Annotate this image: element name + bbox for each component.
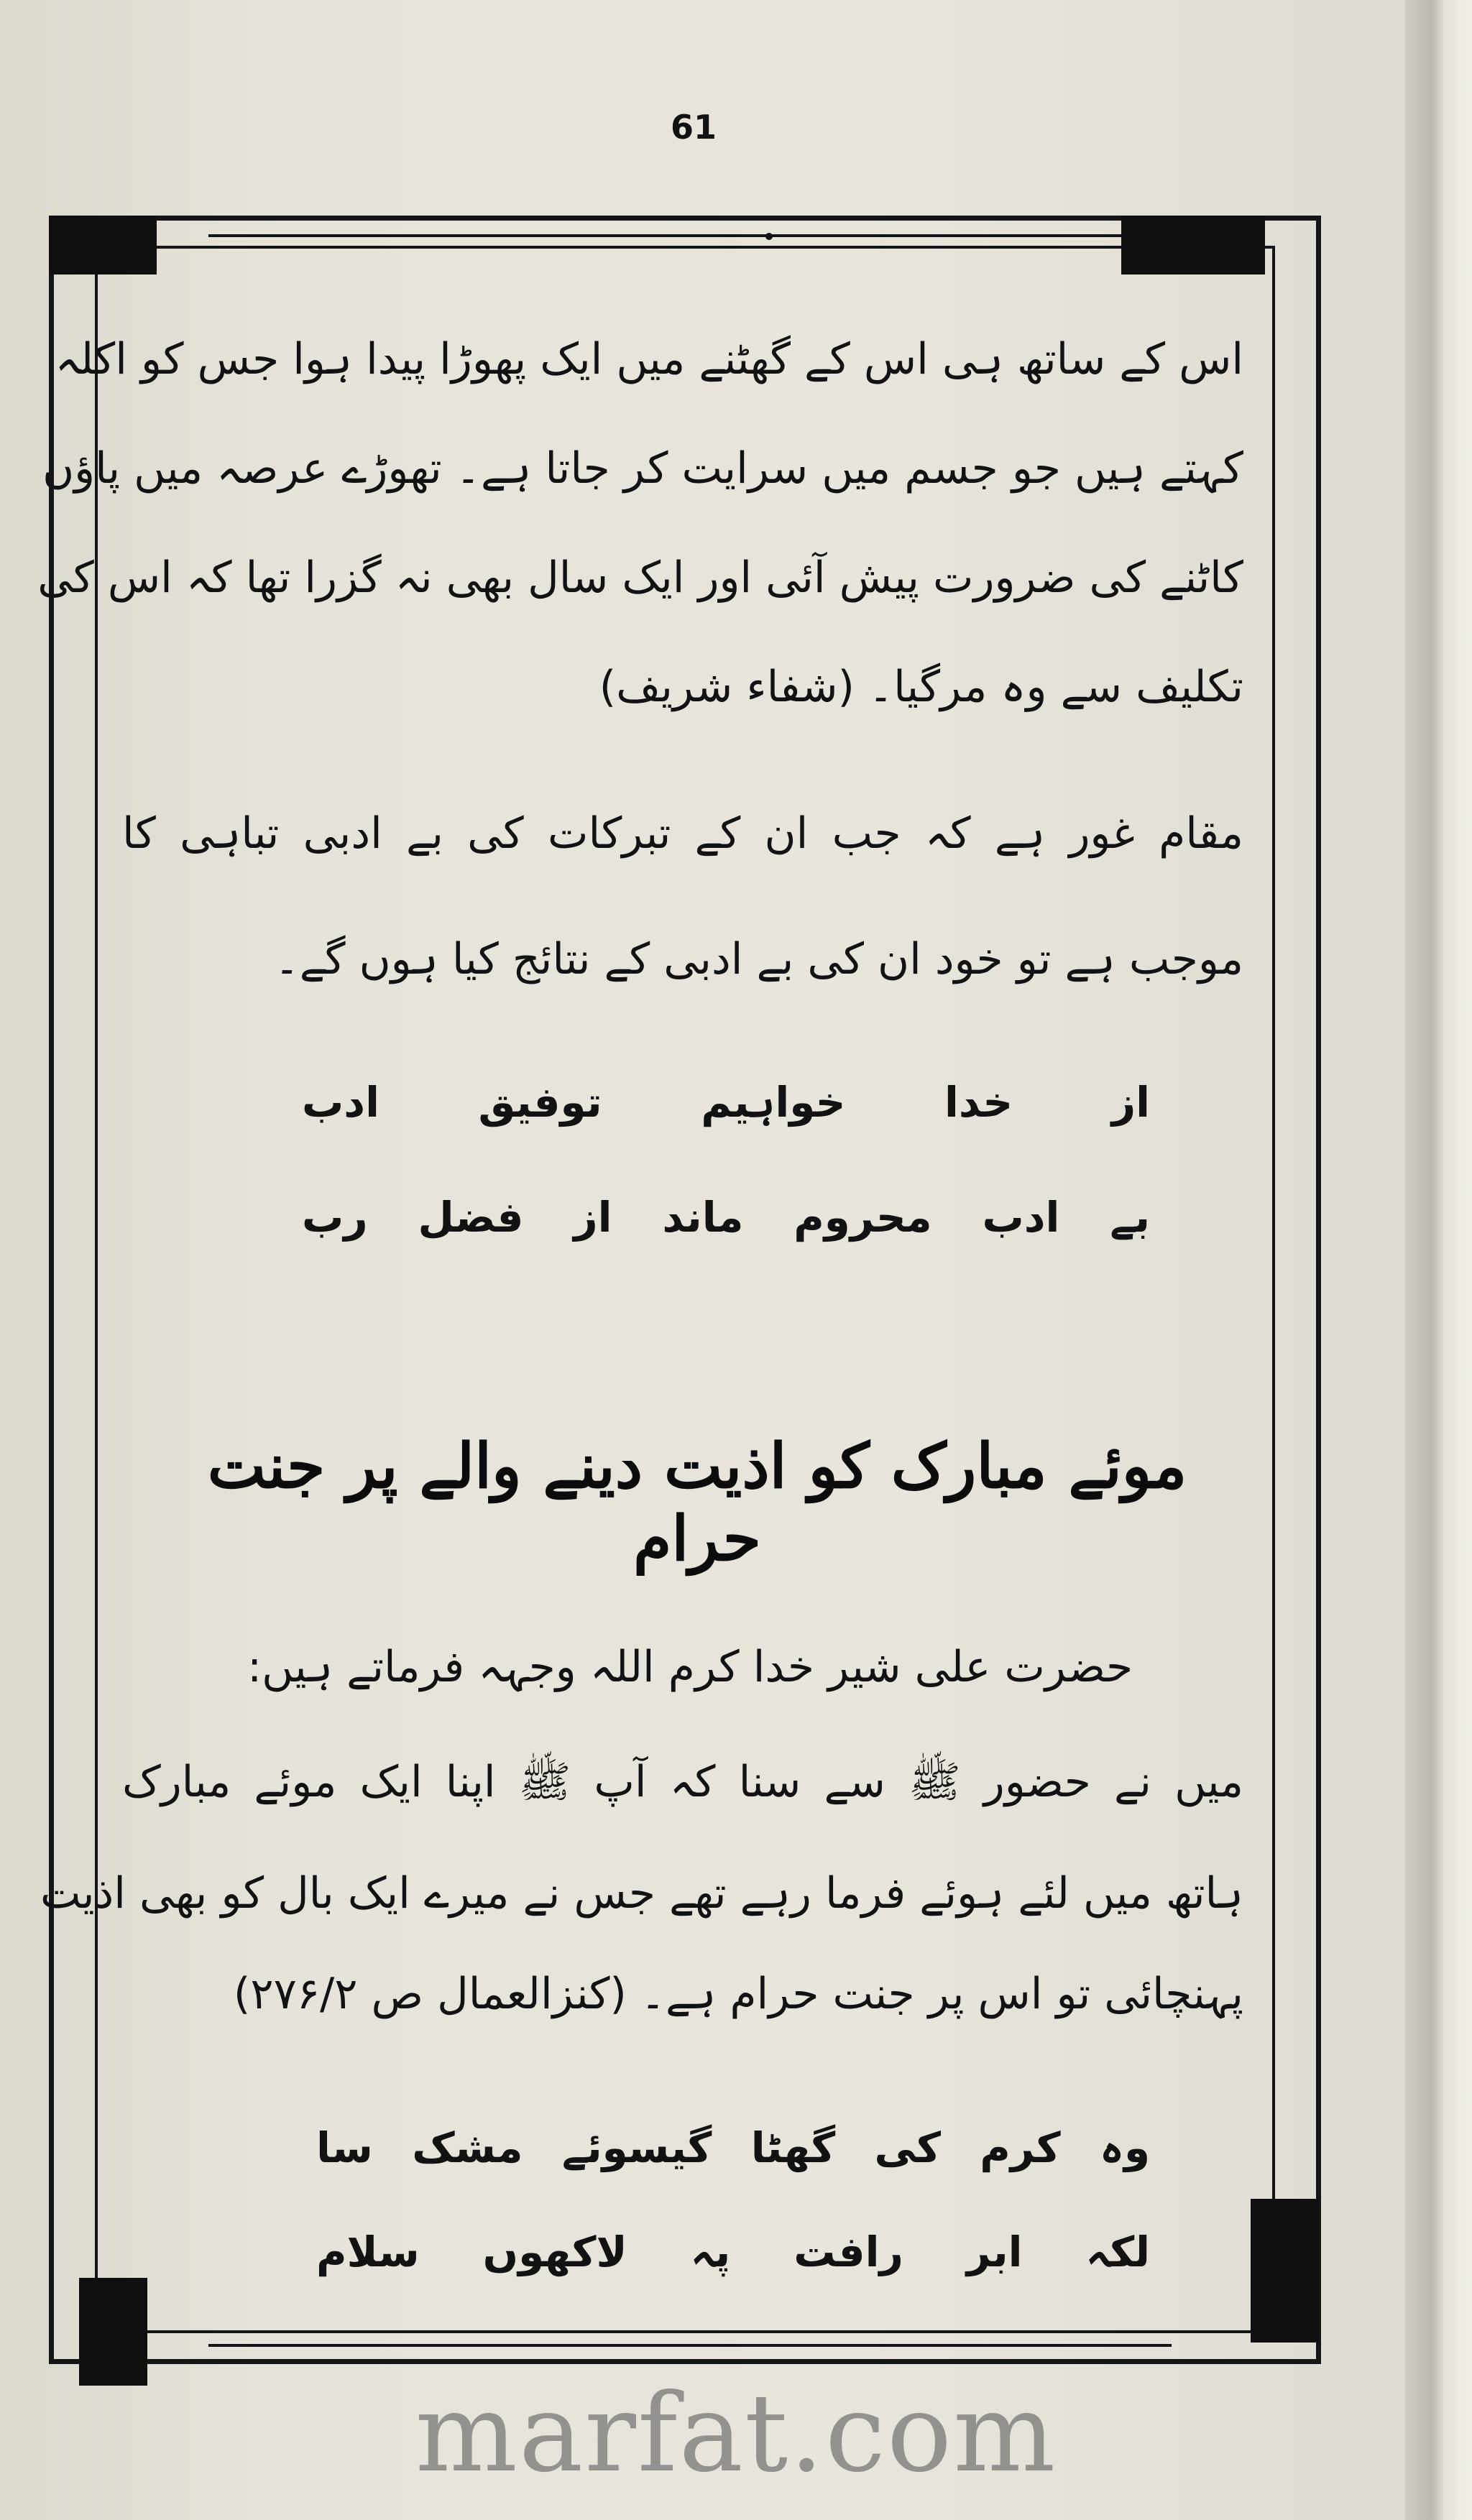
text-line: کاٹنے کی ضرورت پیش آئی اور ایک سال بھی نہ گزرا تھا کہ اس کی	[37, 553, 1243, 603]
paragraph-2	[122, 808, 1243, 1024]
verse-word: بے	[1110, 1193, 1150, 1242]
corner-top-left	[49, 216, 157, 274]
text-line: پہنچائی تو اس پر جنت حرام ہے۔ (کنزالعمال ص ۲۷۶/۲)	[233, 1969, 1243, 2019]
verse-word: ادب	[982, 1193, 1060, 1242]
verse-word: سا	[316, 2123, 373, 2172]
top-ornament-dot	[765, 233, 773, 240]
verse-word: ادب	[302, 1078, 380, 1127]
verse-word: از	[1111, 1078, 1150, 1127]
text-line: اس کے ساتھ ہی اس کے گھٹنے میں ایک پھوڑا پیدا ہوا جس کو اکلہ	[55, 334, 1243, 384]
verse-word: رب	[302, 1193, 368, 1242]
text-line: ہاتھ میں لئے ہوئے فرما رہے تھے جس نے میرے ایک بال کو بھی اذیت	[40, 1868, 1243, 1919]
watermark: marfat.com	[415, 2371, 1057, 2496]
text-line: تکلیف سے وہ مرگیا۔ (شفاء شریف)	[599, 662, 1243, 712]
verse-word: محروم	[794, 1193, 932, 1242]
verse-1-line-2	[302, 1193, 1150, 1242]
corner-top-right	[1121, 216, 1265, 274]
text-line: کہتے ہیں جو جسم میں سرایت کر جاتا ہے۔ تھوڑے عرصہ میں پاؤں	[42, 443, 1243, 494]
verse-word: گھٹا	[750, 2123, 836, 2172]
verse-word: پہ	[690, 2228, 731, 2276]
verse-word: کرم	[980, 2123, 1061, 2172]
text-line: میں نے حضور ﷺ سے سنا کہ آپ ﷺ اپنا ایک موئے مبارک	[122, 1757, 1243, 1807]
section-heading: موئے مبارک کو اذیت دینے والے پر جنت حرام	[207, 1430, 1187, 1575]
verse-word: لاکھوں	[482, 2228, 627, 2276]
verse-word: ابر	[966, 2228, 1023, 2276]
text-line: حضرت علی شیر خدا کرم اللہ وجہہ فرماتے ہیں:	[247, 1642, 1133, 1692]
corner-bottom-left	[79, 2278, 147, 2386]
verse-word: خدا	[944, 1078, 1013, 1127]
verse-word: توفیق	[478, 1078, 602, 1127]
verse-word: فضل	[418, 1193, 524, 1242]
text-line: مقام غور ہے کہ جب ان کے تبرکات کی بے ادبی تباہی کا	[122, 808, 1243, 859]
verse-2-line-1	[316, 2123, 1150, 2172]
verse-2-line-2	[316, 2228, 1150, 2276]
verse-1-line-1	[302, 1078, 1150, 1127]
paragraph-1	[37, 334, 1243, 752]
verse-word: کی	[874, 2123, 941, 2172]
verse-word: سلام	[316, 2228, 420, 2276]
verse-word: گیسوئے	[561, 2123, 712, 2172]
paragraph-4	[40, 1757, 1243, 2059]
bottom-rule	[208, 2344, 1172, 2347]
verse-word: لکہ	[1085, 2228, 1150, 2276]
page-number: 61	[670, 108, 717, 147]
adjacent-page-edge	[1405, 0, 1472, 2520]
verse-word: مشک	[412, 2123, 523, 2172]
verse-word: از	[574, 1193, 612, 1242]
corner-bottom-right	[1251, 2199, 1319, 2343]
paragraph-3	[187, 1642, 1193, 1692]
verse-word: رافت	[794, 2228, 903, 2276]
verse-word: ماند	[662, 1193, 744, 1242]
top-rule	[208, 234, 1172, 237]
text-line: موجب ہے تو خود ان کی بے ادبی کے نتائج کیا ہوں گے۔	[274, 934, 1243, 984]
verse-word: خواہیم	[701, 1078, 846, 1127]
verse-word: وہ	[1099, 2123, 1150, 2172]
